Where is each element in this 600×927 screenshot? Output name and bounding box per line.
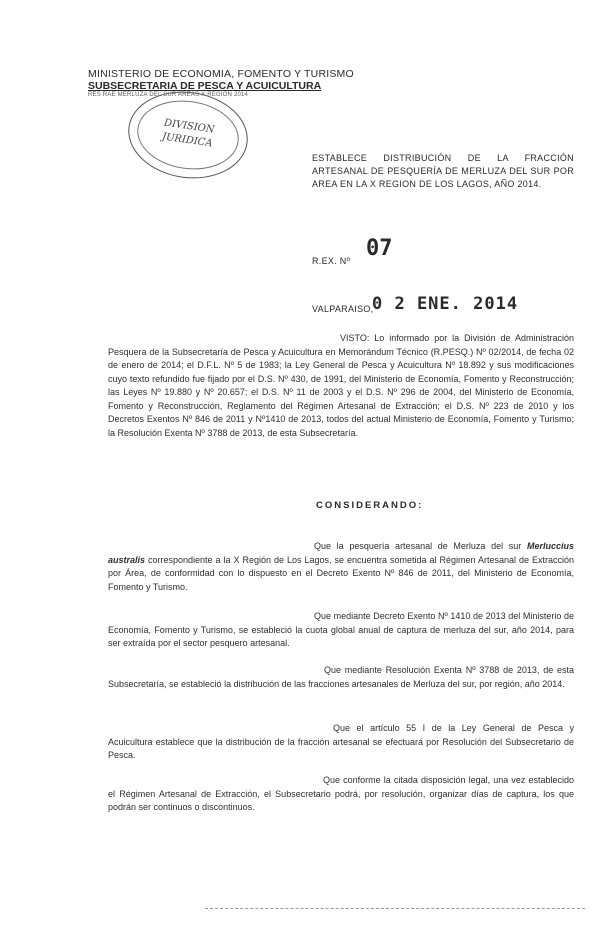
resolution-label: R.EX. Nº	[312, 256, 351, 266]
place: VALPARAISO,	[312, 304, 374, 314]
date-stamp: 0 2 ENE. 2014	[372, 294, 519, 314]
c1-post-text: correspondiente a la X Región de Los Lagos, se encuentra sometida al Régimen Artesanal de Extracción por Área, de conformidad con lo dispuesto en el Decreto Exento Nº 846 de 2011, del Ministerio de Economía, Fomento y Turismo.	[108, 554, 574, 592]
stamp-line-1: DIVISION	[163, 117, 216, 136]
considerando-5: Que conforme la citada disposición legal, una vez establecido el Régimen Artesanal de Extracción, el Subsecretario podrá, por resolución, organizar días de captura, los que podrán ser continuos o discontinuos.	[108, 775, 574, 812]
species-name: Merluccius australis	[108, 541, 574, 565]
considerando-4: Que el artículo 55 I de la Ley General de Pesca y Acuicultura establece que la distribución de la fracción artesanal se efectuará por Resolución del Subsecretario de Pesca.	[108, 723, 574, 760]
letterhead	[88, 68, 354, 99]
c1-pre-text: Que la pesquería artesanal de Merluza del sur	[314, 541, 527, 551]
considerando-1	[108, 540, 574, 594]
ministry-name: MINISTERIO DE ECONOMIA, FOMENTO Y TURISMO	[88, 68, 354, 80]
document-title: ESTABLECE DISTRIBUCIÓN DE LA FRACCIÓN ARTESANAL DE PESQUERÍA DE MERLUZA DEL SUR POR AREA EN LA X REGION DE LOS LAGOS, AÑO 2014.	[312, 153, 574, 190]
visto-paragraph: VISTO: Lo informado por la División de Administración Pesquera de la Subsecretaría de Pesca y Acuicultura en Memorándum Técnico (R.PESQ.) Nº 02/2014, de fecha 02 de enero de 2014; el D.F.L. Nº 5 de 1983; la Ley General de Pesca y Acuicultura Nº 18.892 y sus modificaciones cuyo texto refundido fue fijado por el D.S. Nº 430, de 1991, del Ministerio de Economía, Fomento y Reconstrucción; las Leyes Nº 19.880 y Nº 20.657; el D.S. Nº 11 de 2003 y el D.S. Nº 296 de 2004, del Ministerio de Economía, Fomento y Reconstrucción, Reglamento del Régimen Artesanal de Extracción; el D.S. Nº 223 de 2010 y los Decretos Exentos Nº 846 de 2011 y Nº1410 de 2013, todos del actual Ministerio de Economía, Fomento y Turismo; la Resolución Exenta Nº 3788 de 2013, de esta Subsecretaría.	[108, 333, 574, 438]
document-reference: RES RAE MERLUZA DEL SUR AREAS X REGION 2014	[88, 92, 249, 99]
division-juridica-stamp	[123, 84, 254, 186]
resolution-number: 07	[366, 236, 393, 261]
stamp-line-2: JURIDICA	[161, 131, 214, 150]
page-footer-divider	[205, 908, 585, 909]
considerando-2: Que mediante Decreto Exento Nº 1410 de 2013 del Ministerio de Economía, Fomento y Turismo, se estableció la cuota global anual de captura de merluza del sur, año 2014, para ser extraída por el sector pesquero artesanal.	[108, 611, 574, 648]
considerando-heading: CONSIDERANDO:	[316, 500, 424, 511]
considerando-3: Que mediante Resolución Exenta Nº 3788 de 2013, de esta Subsecretaría, se estableció la distribución de las fracciones artesanales de Merluza del sur, por región, año 2014.	[108, 665, 574, 689]
subsecretaria-name: SUBSECRETARIA DE PESCA Y ACUICULTURA	[88, 80, 322, 93]
